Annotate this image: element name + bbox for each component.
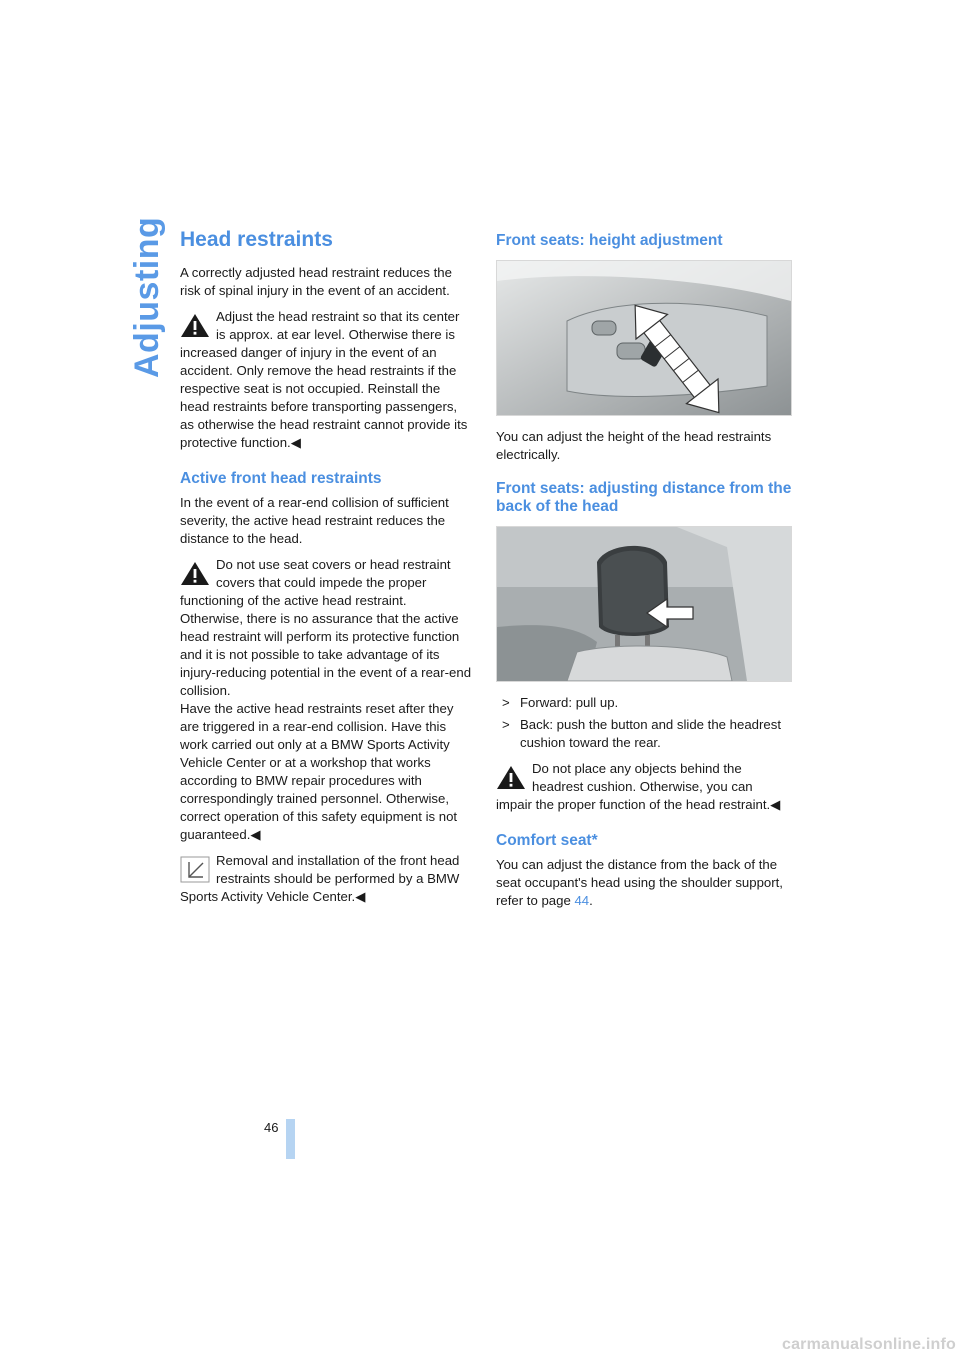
heading-active-front-head-restraints: Active front head restraints [180, 470, 382, 487]
warning-block-3 [496, 760, 792, 814]
bullet-1-text: Forward: pull up. [520, 695, 619, 710]
note-rest-line [180, 888, 472, 906]
side-title-text: Adjusting [128, 216, 166, 378]
headrest-image [496, 526, 792, 682]
page-link-44[interactable]: 44 [574, 893, 590, 908]
heading-head-restraints: Head restraints [180, 228, 333, 251]
list-item-back [496, 716, 792, 752]
headrest-illustration [497, 527, 791, 681]
list-item-forward [496, 694, 792, 712]
warning-3-rest-line [496, 796, 792, 814]
note-block [180, 852, 472, 906]
warning-1-rest-line [180, 344, 472, 452]
active-intro-paragraph: In the event of a rear-end collision of sufficient severity, the active head restraint reduces the distance to the head. [180, 495, 449, 546]
warning-2-lead: Do not use seat covers or head restraint covers that could impede the proper [216, 557, 451, 590]
comfort-end: . [589, 893, 593, 908]
bullet-2-text: Back: push the button and slide the headrest cushion toward the rear. [520, 717, 782, 750]
heading-comfort-seat: Comfort seat* [496, 832, 598, 849]
page-number: 46 [264, 1120, 279, 1135]
note-rest: Sports Activity Vehicle Center. [180, 889, 356, 904]
warning-block-2 [180, 556, 472, 844]
note-lead: Removal and installation of the front head restraints should be performed by a BMW [216, 853, 460, 886]
end-mark: ◀ [770, 797, 781, 812]
end-mark: ◀ [355, 889, 366, 904]
end-mark: ◀ [290, 435, 301, 450]
warning-triangle-icon [180, 560, 210, 587]
comfort-seat-text [496, 856, 792, 910]
right-column [496, 228, 792, 910]
bullet-mark: > [502, 695, 510, 710]
seat-switch-illustration [497, 261, 791, 415]
warning-1-rest: increased danger of injury in the event of an accident. Only remove the head restraints if the respective seat is not occupied. Reinstall the head restraints before transporting passengers, as otherwise the head restraint cannot provide its protective function. [180, 345, 468, 450]
seat-height-switch-image [496, 260, 792, 416]
warning-1-lead: Adjust the head restraint so that its center is approx. at ear level. Otherwise there is [216, 309, 460, 342]
intro-paragraph: A correctly adjusted head restraint reduces the risk of spinal injury in the event of an accident. [180, 265, 452, 298]
end-mark: ◀ [250, 827, 261, 842]
warning-2-extra: Have the active head restraints reset after they are triggered in a rear-end collision. Have this work carried out only at a BMW Sports Activity Vehicle Center or at a workshop that works according to BMW repair procedures with correspondingly trained personnel. Otherwise, correct operation of this safety equipment is not guaranteed. [180, 701, 458, 842]
side-title [126, 216, 166, 378]
bullet-mark: > [502, 717, 510, 732]
heading-distance-adjustment: Front seats: adjusting distance from the back of the head [496, 480, 792, 515]
footer-bar [286, 1119, 295, 1159]
warning-block-1 [180, 308, 472, 452]
warning-triangle-icon [496, 764, 526, 791]
watermark: carmanualsonline.info [781, 1336, 956, 1353]
left-column [180, 228, 472, 906]
warning-3-rest: impair the proper function of the head restraint. [496, 797, 771, 812]
warning-triangle-icon [180, 312, 210, 339]
heading-height-adjustment: Front seats: height adjustment [496, 232, 723, 249]
comfort-text: You can adjust the distance from the back of the seat occupant's head using the shoulder support, refer to page [496, 857, 783, 908]
note-arrow-icon [180, 856, 210, 883]
height-adjust-text: You can adjust the height of the head restraints electrically. [496, 429, 772, 462]
warning-3-lead: Do not place any objects behind the headrest cushion. Otherwise, you can [532, 761, 753, 794]
warning-2-extra-line [180, 700, 472, 844]
warning-2-rest: functioning of the active head restraint. Otherwise, there is no assurance that the active head restraint will perform its protective function and it is not possible to take advantage of its injury-reducing potential in the event of a rear-end collision. [180, 593, 472, 698]
